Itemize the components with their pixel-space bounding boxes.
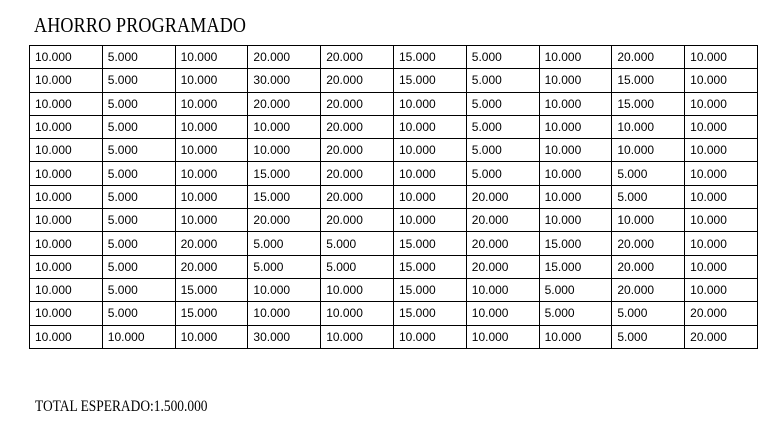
table-cell: 10.000: [30, 209, 103, 232]
table-cell: 5.000: [612, 162, 685, 185]
table-cell: 10.000: [539, 325, 612, 348]
table-cell: 5.000: [321, 232, 394, 255]
table-row: [30, 46, 758, 69]
table-cell: 5.000: [102, 255, 175, 278]
table-cell: 10.000: [175, 115, 248, 138]
table-cell: 15.000: [393, 302, 466, 325]
table-cell: 20.000: [612, 278, 685, 301]
table-cell: 5.000: [102, 69, 175, 92]
table-cell: 10.000: [466, 325, 539, 348]
table-cell: 10.000: [30, 139, 103, 162]
table-cell: 5.000: [102, 115, 175, 138]
table-cell: 20.000: [466, 232, 539, 255]
table-cell: 10.000: [685, 115, 758, 138]
table-cell: 10.000: [539, 46, 612, 69]
table-cell: 20.000: [612, 232, 685, 255]
table-row: [30, 255, 758, 278]
table-cell: 10.000: [30, 92, 103, 115]
table-cell: 10.000: [612, 139, 685, 162]
table-cell: 10.000: [685, 92, 758, 115]
table-cell: 10.000: [393, 139, 466, 162]
table-cell: 15.000: [393, 232, 466, 255]
savings-table-body: [30, 46, 758, 349]
table-cell: 15.000: [175, 302, 248, 325]
table-cell: 5.000: [612, 325, 685, 348]
table-cell: 10.000: [539, 115, 612, 138]
table-cell: 5.000: [466, 69, 539, 92]
table-cell: 5.000: [248, 255, 321, 278]
table-cell: 5.000: [539, 278, 612, 301]
table-cell: 5.000: [102, 162, 175, 185]
table-cell: 10.000: [393, 209, 466, 232]
table-cell: 15.000: [393, 46, 466, 69]
table-cell: 15.000: [248, 162, 321, 185]
table-cell: 15.000: [248, 185, 321, 208]
table-cell: 10.000: [685, 46, 758, 69]
table-cell: 10.000: [175, 185, 248, 208]
table-cell: 10.000: [248, 115, 321, 138]
table-cell: 10.000: [321, 325, 394, 348]
table-cell: 10.000: [539, 69, 612, 92]
table-cell: 5.000: [539, 302, 612, 325]
table-cell: 15.000: [393, 255, 466, 278]
table-cell: 10.000: [248, 278, 321, 301]
table-cell: 10.000: [30, 162, 103, 185]
table-cell: 5.000: [102, 209, 175, 232]
table-cell: 5.000: [102, 46, 175, 69]
table-cell: 10.000: [175, 139, 248, 162]
table-cell: 20.000: [612, 46, 685, 69]
table-cell: 20.000: [321, 115, 394, 138]
table-row: [30, 325, 758, 348]
table-cell: 15.000: [612, 69, 685, 92]
table-cell: 15.000: [393, 69, 466, 92]
table-cell: 10.000: [539, 209, 612, 232]
table-cell: 10.000: [30, 46, 103, 69]
table-cell: 20.000: [321, 92, 394, 115]
table-row: [30, 302, 758, 325]
table-cell: 10.000: [248, 302, 321, 325]
table-row: [30, 278, 758, 301]
table-cell: 10.000: [685, 185, 758, 208]
table-cell: 5.000: [466, 139, 539, 162]
table-cell: 30.000: [248, 69, 321, 92]
table-cell: 20.000: [321, 69, 394, 92]
table-cell: 10.000: [539, 162, 612, 185]
table-cell: 5.000: [102, 278, 175, 301]
table-cell: 10.000: [30, 115, 103, 138]
table-cell: 5.000: [466, 115, 539, 138]
table-cell: 10.000: [393, 185, 466, 208]
table-cell: 5.000: [612, 185, 685, 208]
table-cell: 15.000: [393, 278, 466, 301]
table-cell: 20.000: [321, 209, 394, 232]
table-cell: 10.000: [466, 278, 539, 301]
table-cell: 20.000: [321, 46, 394, 69]
table-cell: 15.000: [539, 232, 612, 255]
table-cell: 10.000: [685, 232, 758, 255]
table-cell: 15.000: [539, 255, 612, 278]
table-cell: 20.000: [466, 255, 539, 278]
table-cell: 10.000: [539, 139, 612, 162]
table-cell: 10.000: [30, 69, 103, 92]
table-cell: 5.000: [102, 302, 175, 325]
table-cell: 15.000: [612, 92, 685, 115]
table-cell: 10.000: [30, 255, 103, 278]
table-cell: 10.000: [30, 302, 103, 325]
table-cell: 10.000: [321, 302, 394, 325]
table-cell: 20.000: [175, 232, 248, 255]
table-cell: 10.000: [466, 302, 539, 325]
table-row: [30, 69, 758, 92]
table-cell: 10.000: [321, 278, 394, 301]
table-cell: 20.000: [466, 185, 539, 208]
table-cell: 10.000: [393, 162, 466, 185]
table-cell: 20.000: [248, 92, 321, 115]
table-cell: 20.000: [685, 302, 758, 325]
table-cell: 10.000: [393, 92, 466, 115]
table-cell: 5.000: [102, 92, 175, 115]
table-cell: 10.000: [685, 162, 758, 185]
table-cell: 5.000: [612, 302, 685, 325]
table-cell: 10.000: [685, 255, 758, 278]
table-cell: 5.000: [102, 185, 175, 208]
table-cell: 10.000: [175, 209, 248, 232]
table-cell: 5.000: [466, 46, 539, 69]
table-row: [30, 185, 758, 208]
table-cell: 5.000: [466, 92, 539, 115]
table-cell: 10.000: [175, 162, 248, 185]
table-cell: 10.000: [685, 209, 758, 232]
table-cell: 20.000: [321, 139, 394, 162]
table-cell: 20.000: [321, 185, 394, 208]
table-cell: 5.000: [466, 162, 539, 185]
table-cell: 10.000: [685, 139, 758, 162]
table-cell: 10.000: [539, 185, 612, 208]
table-row: [30, 115, 758, 138]
table-cell: 10.000: [685, 69, 758, 92]
table-cell: 10.000: [30, 232, 103, 255]
table-cell: 5.000: [102, 232, 175, 255]
table-cell: 10.000: [685, 278, 758, 301]
table-cell: 20.000: [321, 162, 394, 185]
table-cell: 20.000: [248, 209, 321, 232]
table-cell: 10.000: [393, 115, 466, 138]
table-cell: 10.000: [175, 69, 248, 92]
table-cell: 10.000: [393, 325, 466, 348]
table-cell: 10.000: [612, 209, 685, 232]
table-cell: 10.000: [102, 325, 175, 348]
table-row: [30, 162, 758, 185]
table-cell: 30.000: [248, 325, 321, 348]
total-expected: TOTAL ESPERADO:1.500.000: [35, 398, 208, 415]
table-cell: 10.000: [175, 92, 248, 115]
table-cell: 10.000: [612, 115, 685, 138]
table-cell: 10.000: [30, 278, 103, 301]
table-cell: 10.000: [175, 325, 248, 348]
table-cell: 20.000: [685, 325, 758, 348]
table-cell: 10.000: [175, 46, 248, 69]
table-cell: 20.000: [175, 255, 248, 278]
table-cell: 5.000: [248, 232, 321, 255]
table-cell: 20.000: [248, 46, 321, 69]
table-cell: 10.000: [30, 185, 103, 208]
savings-table: [29, 45, 758, 349]
table-cell: 10.000: [248, 139, 321, 162]
table-cell: 20.000: [612, 255, 685, 278]
table-cell: 5.000: [321, 255, 394, 278]
document-title: AHORRO PROGRAMADO: [34, 13, 247, 37]
table-cell: 10.000: [539, 92, 612, 115]
table-row: [30, 139, 758, 162]
table-cell: 20.000: [466, 209, 539, 232]
table-cell: 5.000: [102, 139, 175, 162]
table-cell: 15.000: [175, 278, 248, 301]
table-row: [30, 209, 758, 232]
table-row: [30, 92, 758, 115]
table-row: [30, 232, 758, 255]
table-cell: 10.000: [30, 325, 103, 348]
